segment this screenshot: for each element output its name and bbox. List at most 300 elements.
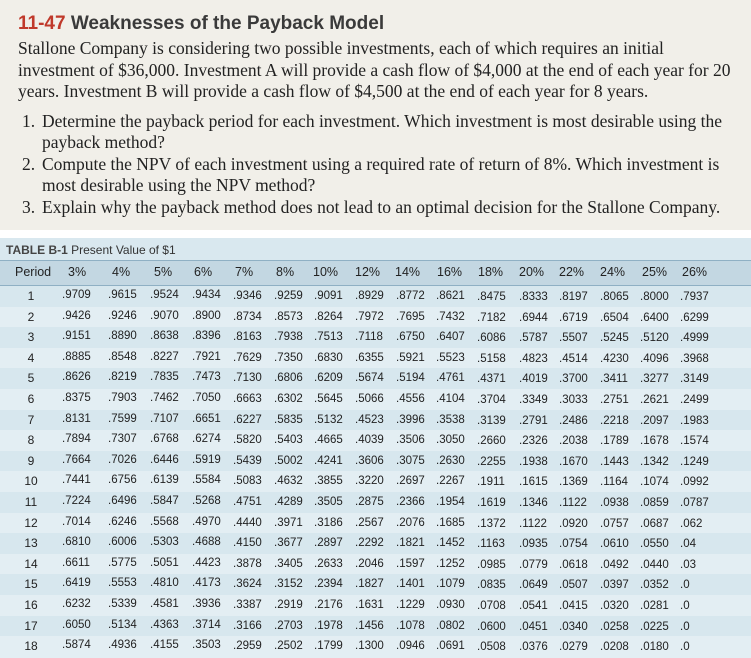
value-cell: .1954 <box>436 496 465 508</box>
value-cell: .9709 <box>62 289 91 301</box>
period-cell: 11 <box>24 495 38 509</box>
value-cell: .0208 <box>600 641 629 654</box>
value-cell: .5303 <box>150 536 179 549</box>
value-cell: .3033 <box>559 394 588 406</box>
value-cell: .1983 <box>680 414 709 427</box>
value-cell: .5245 <box>600 332 629 345</box>
period-cell: 15 <box>24 577 38 592</box>
value-cell: .5194 <box>396 372 425 385</box>
value-cell: .5674 <box>355 372 384 385</box>
value-cell: .4751 <box>233 496 262 508</box>
value-cell: .3075 <box>396 454 425 467</box>
page-gap <box>0 230 751 238</box>
rate-header: 24% <box>600 265 626 279</box>
value-cell: .5787 <box>519 332 548 345</box>
period-cell: 17 <box>24 618 38 633</box>
value-cell: .5584 <box>192 474 221 487</box>
value-cell: .3714 <box>192 618 221 631</box>
value-cell: .0600 <box>477 620 506 633</box>
value-cell: .1164 <box>600 476 628 489</box>
value-cell: .5268 <box>192 495 221 507</box>
value-cell: .0415 <box>559 600 588 612</box>
value-cell: .2255 <box>477 455 506 468</box>
table-caption: Present Value of $1 <box>71 243 176 257</box>
value-cell: .0985 <box>477 558 506 571</box>
question-number: 2. <box>22 154 36 174</box>
question-3 <box>22 197 737 218</box>
period-cell: 16 <box>24 598 38 612</box>
value-cell: .0687 <box>640 517 669 530</box>
value-cell: .9524 <box>150 289 179 301</box>
value-cell: .7972 <box>355 310 384 323</box>
value-cell: .7118 <box>355 331 383 344</box>
value-cell: .8548 <box>108 350 137 363</box>
period-header: Period <box>15 265 52 279</box>
value-cell: .0451 <box>519 620 548 633</box>
value-cell: .1685 <box>436 516 465 529</box>
value-cell: .2326 <box>519 435 548 448</box>
value-cell: .0757 <box>600 517 629 530</box>
value-cell: .3538 <box>436 413 465 426</box>
rate-header: 18% <box>478 265 504 279</box>
value-cell: .4096 <box>640 352 669 365</box>
value-cell: .8000 <box>640 291 669 303</box>
value-cell: .3387 <box>233 599 262 611</box>
value-cell: .4823 <box>519 352 548 365</box>
value-cell: .9434 <box>192 289 221 301</box>
value-cell: .8573 <box>274 310 303 323</box>
value-cell: .3968 <box>680 352 709 365</box>
value-cell: .5158 <box>477 352 506 365</box>
value-cell: .4155 <box>150 639 179 652</box>
value-cell: .3152 <box>274 578 303 591</box>
value-cell: .3677 <box>274 537 303 550</box>
value-cell: .7107 <box>150 412 179 425</box>
period-cell: 7 <box>27 412 35 427</box>
value-cell: .0779 <box>519 558 548 571</box>
value-cell: .1369 <box>559 476 588 489</box>
value-cell: .1342 <box>640 455 669 468</box>
value-cell: .1346 <box>519 497 548 509</box>
period-cell: 4 <box>27 350 35 365</box>
value-cell: .4523 <box>355 413 384 426</box>
value-cell: .8219 <box>108 371 137 384</box>
value-cell: .2567 <box>355 516 384 529</box>
value-cell: .5919 <box>192 453 221 466</box>
value-cell: .3166 <box>233 619 262 632</box>
value-cell: .6227 <box>233 413 262 426</box>
value-cell: .3878 <box>233 557 262 570</box>
value-cell: .0281 <box>640 600 669 612</box>
value-cell: .0340 <box>559 620 588 633</box>
rate-header: 20% <box>519 265 545 279</box>
value-cell: .4423 <box>192 556 221 569</box>
period-cell: 5 <box>27 371 35 386</box>
value-cell: .0691 <box>436 640 465 653</box>
value-cell: .03 <box>680 558 696 571</box>
value-cell: .6446 <box>150 453 179 466</box>
value-cell: .6209 <box>314 372 343 385</box>
value-cell: .3149 <box>680 373 709 386</box>
value-cell: .7894 <box>62 433 91 446</box>
value-cell: .2218 <box>600 414 629 427</box>
value-cell: .9615 <box>108 289 137 301</box>
value-cell: .6139 <box>150 474 179 487</box>
rate-header: 22% <box>559 265 585 279</box>
value-cell: .6407 <box>436 331 465 344</box>
value-cell: .6944 <box>519 311 548 324</box>
value-cell: .2897 <box>314 537 343 550</box>
value-cell: .0802 <box>436 619 465 632</box>
value-cell: .1452 <box>436 537 465 550</box>
value-cell: .2486 <box>559 414 588 427</box>
value-cell: .4104 <box>436 393 465 405</box>
value-cell: .2630 <box>436 454 465 467</box>
problem-title: Weaknesses of the Payback Model <box>70 13 385 34</box>
value-cell: .1456 <box>355 619 384 632</box>
value-cell: .1078 <box>396 619 425 632</box>
value-cell: .2394 <box>314 578 343 591</box>
value-cell: .4150 <box>233 537 262 550</box>
value-cell: .6830 <box>314 351 343 364</box>
value-cell: .8396 <box>192 330 221 343</box>
value-cell: .6006 <box>108 536 137 549</box>
value-cell: .6302 <box>274 393 303 405</box>
value-cell: .6810 <box>62 536 91 549</box>
value-cell: .2703 <box>274 619 303 632</box>
value-cell: .4289 <box>274 496 303 508</box>
value-cell: .1079 <box>436 578 465 591</box>
value-cell: .4581 <box>150 598 179 610</box>
value-cell: .4514 <box>559 352 588 365</box>
value-cell: .8621 <box>436 290 465 302</box>
value-cell: .5403 <box>274 434 303 447</box>
value-cell: .5775 <box>108 556 137 569</box>
value-cell: .5553 <box>108 577 137 590</box>
rate-header: 7% <box>235 265 254 279</box>
value-cell: .6232 <box>62 598 91 610</box>
value-cell: .8929 <box>355 290 384 302</box>
value-cell: .3405 <box>274 557 303 570</box>
value-cell: .4241 <box>314 454 343 467</box>
value-cell: .3506 <box>396 434 425 447</box>
value-cell: .0440 <box>640 558 669 571</box>
value-cell: .2791 <box>519 414 548 427</box>
value-cell: .1122 <box>559 497 587 509</box>
value-cell: .7307 <box>108 433 137 446</box>
value-cell: .5066 <box>355 393 384 405</box>
value-cell: .6086 <box>477 332 506 345</box>
value-cell: .0935 <box>519 538 548 551</box>
value-cell: .0352 <box>640 579 669 592</box>
value-cell: .3704 <box>477 394 506 406</box>
value-cell: .3936 <box>192 598 221 610</box>
problem-intro: Stallone Company is considering two possible investments, each of which requires an initial investment of $36,000. Investment A will provide a cash flow of $4,000 at the end of each year for 20 years. Investment B will provide a cash flow of $4,500 at the end of each year for 8 years. <box>18 38 731 101</box>
value-cell: .4632 <box>274 475 303 488</box>
value-cell: .8131 <box>62 412 91 425</box>
value-cell: .4363 <box>150 618 179 631</box>
value-cell: .0618 <box>559 558 588 571</box>
value-cell: .2292 <box>355 537 384 550</box>
period-cell: 13 <box>24 536 38 551</box>
value-cell: .8475 <box>477 291 506 303</box>
question-number: 1. <box>22 111 36 131</box>
value-cell: .8065 <box>600 291 629 303</box>
value-cell: .1615 <box>519 476 548 489</box>
value-cell: .0 <box>680 620 690 633</box>
value-cell: .5523 <box>436 351 465 364</box>
value-cell: .6651 <box>192 412 221 425</box>
period-cell: 2 <box>27 309 35 324</box>
period-cell: 18 <box>24 639 38 654</box>
present-value-table <box>0 238 751 654</box>
value-cell: .6050 <box>62 618 91 631</box>
value-cell: .4173 <box>192 577 221 590</box>
period-cell: 9 <box>27 453 35 468</box>
value-cell: .6274 <box>192 433 221 446</box>
value-cell: .5645 <box>314 393 343 405</box>
value-cell: .0920 <box>559 517 588 530</box>
period-cell: 10 <box>24 474 38 489</box>
period-cell: 1 <box>27 289 35 303</box>
value-cell: .6496 <box>108 495 137 507</box>
value-cell: .0992 <box>680 476 709 489</box>
value-cell: .7629 <box>233 351 262 364</box>
value-cell: .7462 <box>150 392 179 404</box>
value-cell: .9426 <box>62 309 91 322</box>
value-cell: .2176 <box>314 599 343 611</box>
value-cell: .1597 <box>396 557 425 570</box>
value-cell: .2076 <box>396 516 425 529</box>
rate-header: 3% <box>68 265 87 279</box>
value-cell: .5439 <box>233 454 262 467</box>
table-title <box>6 243 176 257</box>
table-label: TABLE B-1 <box>6 243 68 257</box>
value-cell: .0835 <box>477 579 506 592</box>
value-cell: .5120 <box>640 332 669 345</box>
period-cell: 3 <box>27 330 35 345</box>
value-cell: .8375 <box>62 392 91 404</box>
value-cell: .0 <box>680 600 690 612</box>
value-cell: .7130 <box>233 372 262 385</box>
value-cell: .2621 <box>640 394 669 406</box>
value-cell: .2697 <box>396 475 425 488</box>
value-cell: .1229 <box>396 599 425 611</box>
value-cell: .3139 <box>477 414 506 427</box>
value-cell: .4230 <box>600 352 629 365</box>
value-cell: .5134 <box>108 618 137 631</box>
value-cell: .8163 <box>233 331 262 344</box>
period-cell: 6 <box>27 392 35 406</box>
value-cell: .7182 <box>477 311 506 324</box>
value-cell: .4970 <box>192 515 221 528</box>
value-cell: .8885 <box>62 350 91 363</box>
rate-header: 16% <box>437 265 463 279</box>
value-cell: .1074 <box>640 476 669 489</box>
value-cell: .1821 <box>396 537 425 550</box>
value-cell: .5874 <box>62 639 91 652</box>
value-cell: .3624 <box>233 578 262 591</box>
value-cell: .2660 <box>477 435 506 448</box>
value-cell: .3277 <box>640 373 669 386</box>
value-cell: .6768 <box>150 433 179 446</box>
value-cell: .1827 <box>355 578 384 591</box>
value-cell: .0610 <box>600 538 629 551</box>
value-cell: .7938 <box>274 331 303 344</box>
value-cell: .9070 <box>150 309 179 322</box>
question-text: Explain why the payback method does not lead to an optimal decision for the Stallone Company. <box>42 197 721 217</box>
value-cell: .04 <box>680 538 696 551</box>
rate-header: 12% <box>355 265 381 279</box>
value-cell: .3855 <box>314 475 343 488</box>
value-cell: .0754 <box>559 538 588 551</box>
value-cell: .5051 <box>150 556 179 569</box>
value-cell: .0508 <box>477 641 506 654</box>
rate-header: 6% <box>194 265 213 279</box>
value-cell: .4665 <box>314 434 343 447</box>
value-cell: .0946 <box>396 640 425 653</box>
value-cell: .0649 <box>519 579 548 592</box>
value-cell: .3503 <box>192 639 221 652</box>
value-cell: .1978 <box>314 619 343 632</box>
value-cell: .3996 <box>396 413 425 426</box>
rate-header: 10% <box>313 265 339 279</box>
value-cell: .0507 <box>559 579 588 592</box>
value-cell: .1619 <box>477 497 506 509</box>
problem-heading <box>18 13 384 35</box>
value-cell: .2267 <box>436 475 465 488</box>
value-cell: .1911 <box>477 476 505 489</box>
value-cell: .4761 <box>436 372 465 385</box>
value-cell: .6299 <box>680 311 709 324</box>
rate-header: 14% <box>395 265 421 279</box>
value-cell: .1372 <box>477 517 506 530</box>
value-cell: .2038 <box>559 435 588 448</box>
value-cell: .2097 <box>640 414 669 427</box>
value-cell: .8626 <box>62 371 91 384</box>
value-cell: .1252 <box>436 557 465 570</box>
value-cell: .0938 <box>600 497 629 509</box>
value-cell: .2751 <box>600 394 629 406</box>
value-cell: .7599 <box>108 412 137 425</box>
value-cell: .1249 <box>680 455 709 468</box>
value-cell: .6719 <box>559 311 588 324</box>
value-cell: .5132 <box>314 413 343 426</box>
value-cell: .3606 <box>355 454 384 467</box>
value-cell: .0550 <box>640 538 669 551</box>
value-cell: .0258 <box>600 620 629 633</box>
value-cell: .7441 <box>62 474 91 487</box>
value-cell: .6663 <box>233 393 262 405</box>
value-cell: .6246 <box>108 515 137 528</box>
rate-header: 8% <box>276 265 295 279</box>
value-cell: .7432 <box>436 310 465 323</box>
value-cell: .5339 <box>108 598 137 610</box>
value-cell: .8890 <box>108 330 137 343</box>
value-cell: .7513 <box>314 331 343 344</box>
value-cell: .2919 <box>274 599 303 611</box>
value-cell: .2366 <box>396 496 425 508</box>
value-cell: .4039 <box>355 434 384 447</box>
value-cell: .7937 <box>680 291 709 303</box>
value-cell: .9246 <box>108 309 137 322</box>
value-cell: .2959 <box>233 640 262 653</box>
value-cell: .2046 <box>355 557 384 570</box>
value-cell: .4810 <box>150 577 179 590</box>
value-cell: .3411 <box>600 373 628 386</box>
value-cell: .5002 <box>274 454 303 467</box>
value-cell: .6750 <box>396 331 425 344</box>
value-cell: .5568 <box>150 515 179 528</box>
value-cell: .4019 <box>519 373 548 386</box>
value-cell: .0279 <box>559 641 588 654</box>
value-cell: .1799 <box>314 640 343 653</box>
value-cell: .5847 <box>150 495 179 507</box>
value-cell: .7350 <box>274 351 303 364</box>
value-cell: .5507 <box>559 332 588 345</box>
value-cell: .1122 <box>519 517 547 530</box>
value-cell: .6756 <box>108 474 137 487</box>
value-cell: .5820 <box>233 434 262 447</box>
period-cell: 8 <box>27 433 35 448</box>
value-cell: .0930 <box>436 599 465 611</box>
value-cell: .4999 <box>680 332 709 345</box>
value-cell: .9151 <box>62 330 91 343</box>
value-cell: .4688 <box>192 536 221 549</box>
value-cell: .2502 <box>274 640 303 653</box>
value-cell: .6806 <box>274 372 303 385</box>
value-cell: .3186 <box>314 516 343 529</box>
value-cell: .6419 <box>62 577 91 590</box>
value-cell: .1401 <box>396 578 425 591</box>
value-cell: .9346 <box>233 290 262 302</box>
value-cell: .3050 <box>436 434 465 447</box>
value-cell: .2875 <box>355 496 384 508</box>
value-cell: .4556 <box>396 393 425 405</box>
value-cell: .1574 <box>680 435 709 448</box>
value-cell: .8772 <box>396 290 425 302</box>
value-cell: .0708 <box>477 600 506 612</box>
value-cell: .0376 <box>519 641 548 654</box>
value-cell: .5083 <box>233 475 262 488</box>
value-cell: .6504 <box>600 311 629 324</box>
value-cell: .1163 <box>477 538 505 551</box>
value-cell: .1789 <box>600 435 629 448</box>
value-cell: .3505 <box>314 496 343 508</box>
value-cell: .7835 <box>150 371 179 384</box>
value-cell: .0180 <box>640 641 669 654</box>
value-cell: .4371 <box>477 373 506 386</box>
value-cell: .1300 <box>355 640 384 653</box>
value-cell: .8333 <box>519 291 548 303</box>
rate-header: 4% <box>112 265 131 279</box>
value-cell: .1631 <box>355 599 384 611</box>
value-cell: .6400 <box>640 311 669 324</box>
value-cell: .1678 <box>640 435 669 448</box>
value-cell: .1670 <box>559 455 588 468</box>
value-cell: .7695 <box>396 310 425 323</box>
question-2 <box>22 154 737 196</box>
value-cell: .7050 <box>192 392 221 404</box>
question-1 <box>22 111 737 153</box>
value-cell: .0541 <box>519 600 548 612</box>
rate-header: 5% <box>154 265 173 279</box>
value-cell: .9091 <box>314 290 343 302</box>
value-cell: .0 <box>680 641 690 654</box>
value-cell: .7921 <box>192 350 221 363</box>
rate-header: 25% <box>642 265 668 279</box>
value-cell: .1938 <box>519 455 548 468</box>
